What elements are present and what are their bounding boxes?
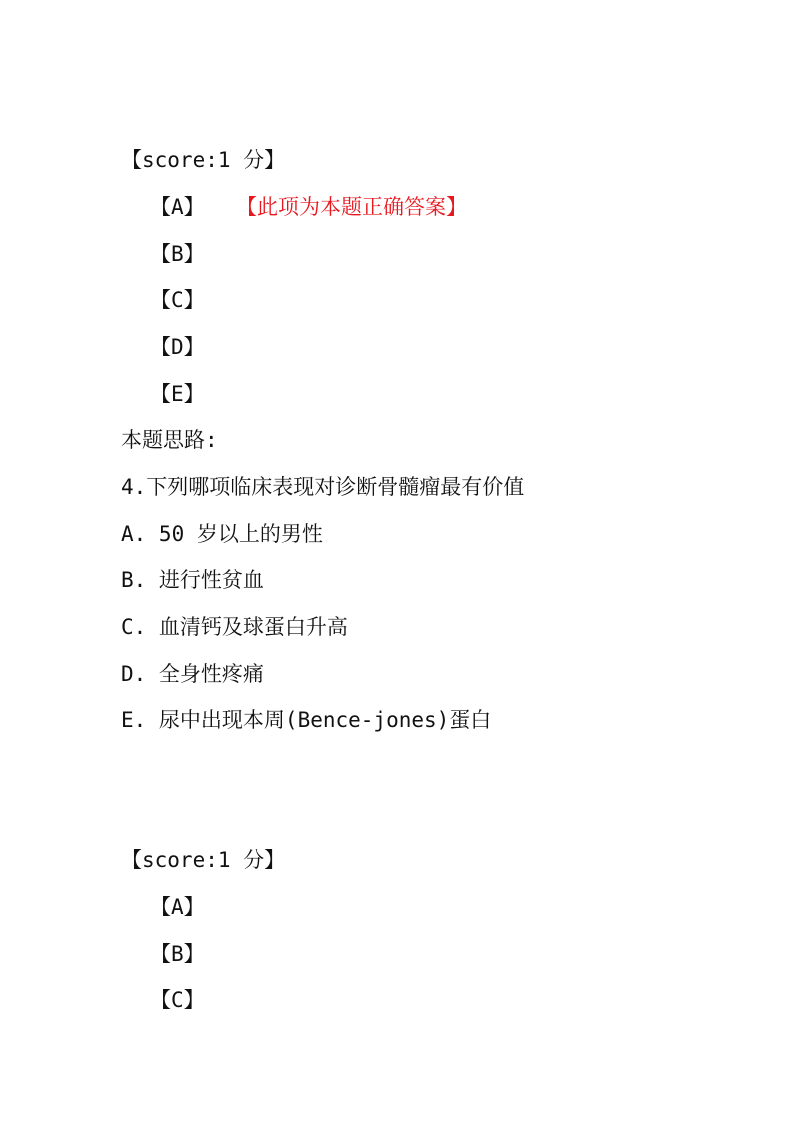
question-stem: 4.下列哪项临床表现对诊断骨髓瘤最有价值 bbox=[121, 475, 525, 499]
choice-a: A. 50 岁以上的男性 bbox=[121, 522, 323, 546]
choice-e: E. 尿中出现本周(Bence-jones)蛋白 bbox=[121, 708, 492, 732]
analysis-label: 本题思路: bbox=[121, 428, 218, 452]
option-c[interactable]: 【C】 bbox=[150, 288, 205, 312]
choice-c: C. 血清钙及球蛋白升高 bbox=[121, 615, 348, 639]
option-b[interactable]: 【B】 bbox=[150, 942, 205, 966]
option-b[interactable]: 【B】 bbox=[150, 242, 205, 266]
option-a[interactable]: 【A】 bbox=[150, 195, 205, 219]
option-e[interactable]: 【E】 bbox=[150, 382, 205, 406]
choice-d: D. 全身性疼痛 bbox=[121, 662, 264, 686]
score-label: 【score:1 分】 bbox=[121, 148, 286, 172]
score-label: 【score:1 分】 bbox=[121, 848, 286, 872]
choice-b: B. 进行性贫血 bbox=[121, 568, 264, 592]
option-c[interactable]: 【C】 bbox=[150, 988, 205, 1012]
correct-answer-marker: 【此项为本题正确答案】 bbox=[236, 195, 467, 219]
option-d[interactable]: 【D】 bbox=[150, 335, 205, 359]
option-a[interactable]: 【A】 bbox=[150, 895, 205, 919]
